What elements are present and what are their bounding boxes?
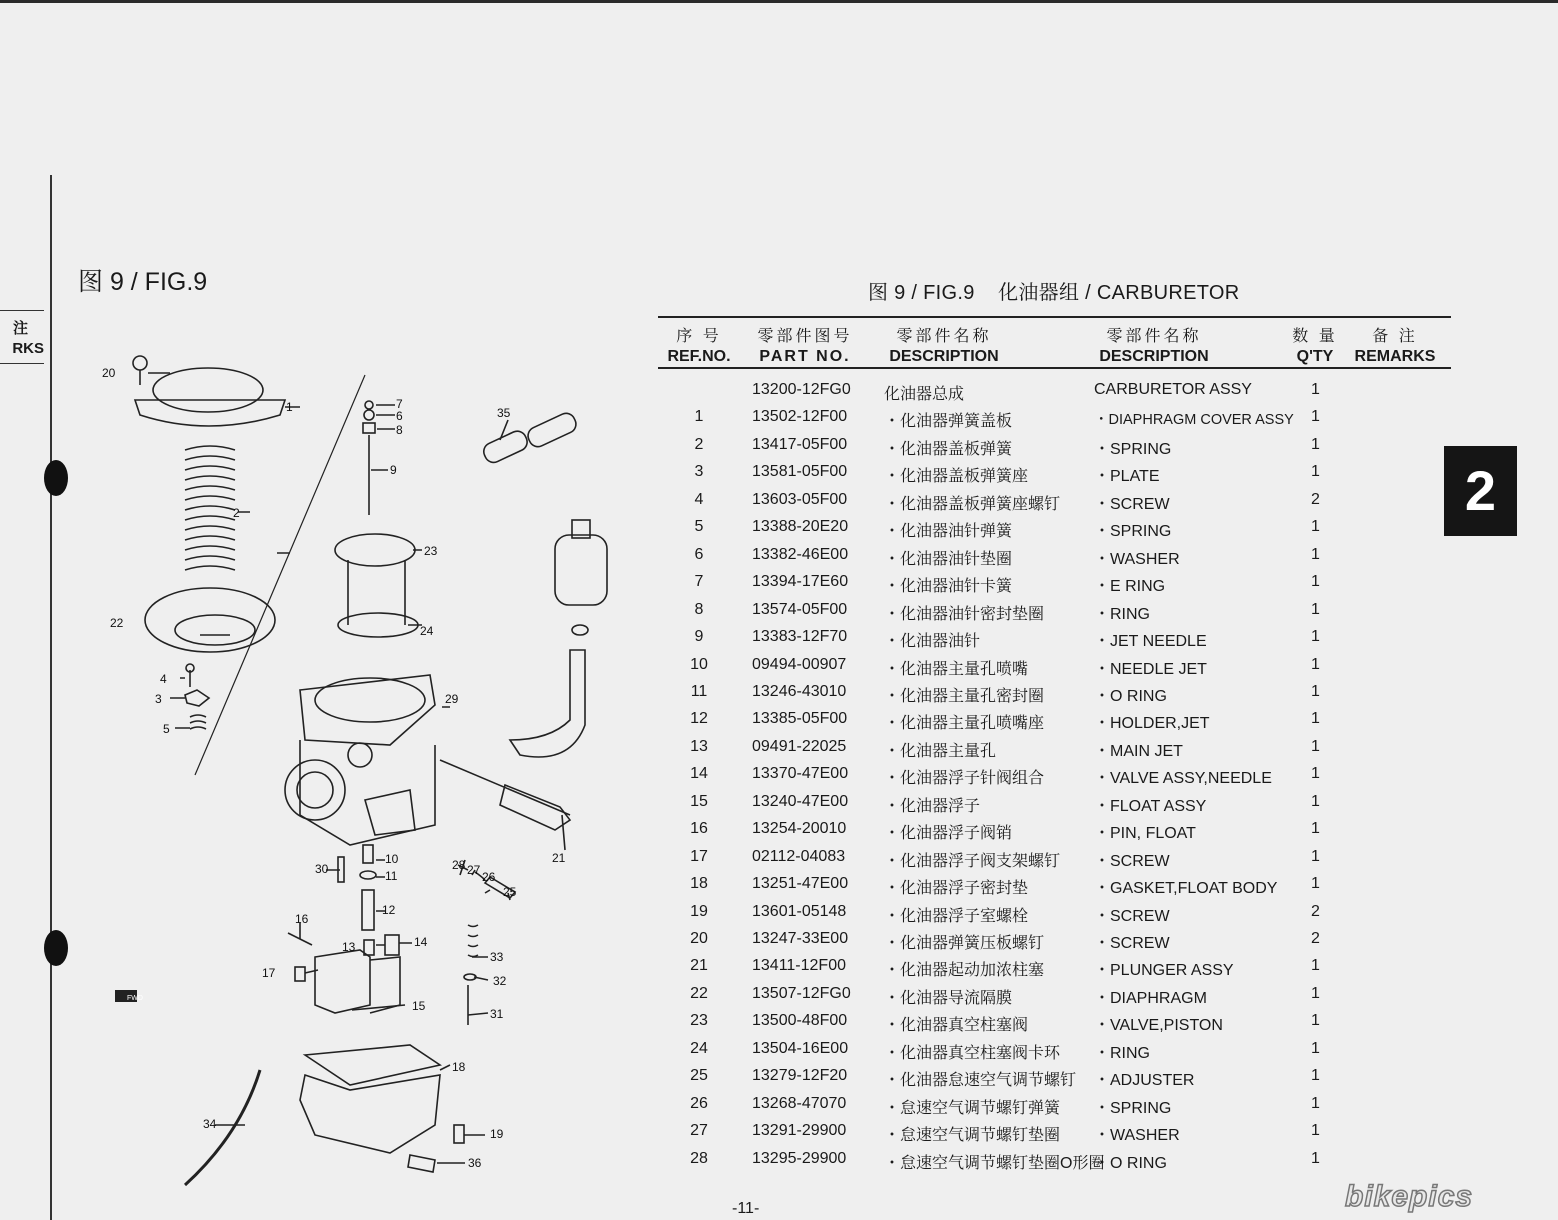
table-row — [658, 436, 1451, 463]
part-no-cell: 13291-29900 — [752, 1122, 847, 1140]
header-desc-en-cn: 零部件名称 — [1106, 328, 1202, 345]
description-en-cell: ・SCREW — [1094, 852, 1170, 870]
qty-cell: 1 — [1311, 1122, 1320, 1140]
part-no-cell: 13247-33E00 — [752, 930, 849, 947]
qty-cell: 1 — [1311, 875, 1320, 893]
description-cn-cell: ・化油器起动加浓柱塞 — [884, 962, 1045, 980]
description-cn-cell: ・化油器主量孔 — [884, 742, 997, 760]
header-part-en: PART NO. — [759, 348, 851, 365]
table-row — [658, 1122, 1451, 1149]
callout-1: 1 — [286, 400, 293, 414]
callout-13: 13 — [342, 940, 356, 954]
callout-23: 23 — [424, 544, 438, 558]
header-ref-no — [658, 323, 740, 366]
ref-cell: 19 — [690, 902, 708, 920]
table-row — [658, 1095, 1451, 1122]
part-no-cell: 13279-12F20 — [752, 1067, 848, 1085]
qty-cell: 1 — [1311, 984, 1320, 1002]
qty-cell: 1 — [1311, 1039, 1320, 1057]
callout-6: 6 — [396, 409, 403, 423]
ref-cell: 20 — [690, 930, 708, 947]
description-en-cell: ・O RING — [1094, 1154, 1167, 1172]
ref-cell: 18 — [690, 875, 708, 893]
callout-11: 11 — [385, 869, 398, 883]
part-no-cell: 02112-04083 — [752, 847, 846, 865]
description-en-cell: CARBURETOR ASSY — [1094, 381, 1252, 398]
punch-hole — [44, 930, 68, 966]
table-row — [658, 656, 1451, 683]
part-no-cell: 13200-12FG0 — [752, 381, 851, 398]
description-en-cell: ・NEEDLE JET — [1094, 660, 1207, 678]
figure-label: 图 9 / FIG.9 — [78, 268, 208, 296]
header-qty — [1290, 323, 1340, 366]
part-no-cell: 13502-12F00 — [752, 408, 848, 426]
description-en-cell: ・FLOAT ASSY — [1094, 797, 1207, 815]
qty-cell: 1 — [1311, 435, 1320, 453]
table-title: 图 9 / FIG.9 化油器组 / CARBURETOR — [868, 282, 1240, 304]
part-no-cell: 13382-46E00 — [752, 545, 849, 563]
ref-cell: 2 — [694, 435, 704, 453]
description-en-cell: ・GASKET,FLOAT BODY — [1094, 880, 1278, 898]
qty-cell: 1 — [1311, 1149, 1320, 1167]
callout-21: 21 — [552, 851, 566, 865]
qty-cell: 1 — [1311, 1067, 1320, 1085]
punch-hole — [44, 460, 68, 496]
ref-cell: 13 — [690, 737, 708, 755]
qty-cell: 1 — [1311, 737, 1320, 755]
part-no-cell: 13574-05F00 — [752, 600, 848, 618]
header-desc-cn-cn: 零部件名称 — [896, 328, 992, 345]
ref-cell: 28 — [690, 1149, 708, 1167]
description-en-cell: ・WASHER — [1094, 1127, 1180, 1145]
page-top-border — [0, 0, 1558, 3]
table-row — [658, 903, 1451, 930]
callout-5: 5 — [163, 722, 170, 736]
ref-cell: 11 — [690, 682, 708, 700]
part-no-cell: 13385-05F00 — [752, 710, 848, 728]
description-en-cell: ・SCREW — [1094, 935, 1170, 952]
description-cn-cell: ・化油器浮子室螺栓 — [884, 907, 1029, 925]
ref-cell: 17 — [690, 847, 708, 865]
part-no-cell: 13417-05F00 — [752, 435, 848, 453]
qty-cell: 1 — [1311, 1094, 1320, 1112]
callout-32: 32 — [493, 974, 507, 988]
callout-18: 18 — [452, 1060, 466, 1074]
qty-cell: 1 — [1311, 600, 1320, 618]
description-en-cell: ・RING — [1094, 605, 1151, 623]
description-cn-cell: ・化油器油针垫圈 — [884, 550, 1013, 568]
exploded-diagram — [90, 345, 630, 1205]
table-row — [658, 573, 1451, 600]
table-row — [658, 985, 1451, 1012]
callout-31: 31 — [490, 1007, 504, 1021]
part-no-cell: 13394-17E60 — [752, 573, 849, 591]
part-no-cell: 13504-16E00 — [752, 1039, 849, 1057]
description-cn-cell: ・化油器主量孔喷嘴座 — [884, 715, 1045, 733]
ref-cell: 3 — [694, 463, 704, 481]
table-row — [658, 738, 1451, 765]
section-tab: 2 — [1444, 446, 1517, 536]
table-header-rule — [658, 367, 1451, 369]
qty-cell: 1 — [1311, 1012, 1320, 1030]
qty-cell: 1 — [1311, 545, 1320, 563]
ref-cell: 26 — [690, 1094, 708, 1112]
header-part-cn: 零部件图号 — [757, 328, 853, 345]
description-cn-cell: ・怠速空气调节螺钉垫圈 — [884, 1127, 1061, 1145]
table-row — [658, 1150, 1451, 1177]
table-row — [658, 601, 1451, 628]
part-no-cell: 13581-05F00 — [752, 463, 848, 481]
callout-34: 34 — [203, 1117, 217, 1131]
header-qty-en: Q'TY — [1296, 348, 1334, 365]
header-part-no — [750, 323, 860, 366]
ref-cell: 5 — [694, 518, 704, 536]
qty-cell: 2 — [1311, 902, 1320, 920]
table-row — [658, 930, 1451, 957]
callout-3: 3 — [155, 692, 162, 706]
description-cn-cell: ・化油器弹簧压板螺钉 — [884, 935, 1045, 952]
description-en-cell: ・SPRING — [1094, 1099, 1172, 1117]
forward-arrow-label: FWD — [127, 995, 143, 1002]
table-row — [658, 463, 1451, 490]
description-en-cell: ・SCREW — [1094, 907, 1170, 925]
description-cn-cell: ・化油器导流隔膜 — [884, 989, 1013, 1007]
table-row — [658, 848, 1451, 875]
description-en-cell: ・WASHER — [1094, 550, 1180, 568]
table-row — [658, 710, 1451, 737]
callout-4: 4 — [160, 672, 167, 686]
qty-cell: 1 — [1311, 682, 1320, 700]
description-cn-cell: ・化油器盖板弹簧座 — [884, 468, 1029, 486]
description-en-cell: ・SPRING — [1094, 440, 1172, 458]
callout-9: 9 — [390, 463, 397, 477]
description-cn-cell: ・化油器油针密封垫圈 — [884, 605, 1045, 623]
qty-cell: 1 — [1311, 765, 1320, 783]
qty-cell: 1 — [1311, 820, 1320, 838]
description-en-cell: ・DIAPHRAGM COVER ASSY — [1094, 412, 1294, 429]
ref-cell: 23 — [690, 1012, 708, 1030]
header-ref-en: REF.NO. — [667, 348, 731, 365]
description-en-cell: ・PIN, FLOAT — [1094, 825, 1196, 843]
header-remarks-cn: 备 注 — [1372, 328, 1418, 345]
description-en-cell: ・SCREW — [1094, 495, 1170, 513]
ref-cell: 21 — [690, 957, 708, 975]
qty-cell: 1 — [1311, 463, 1320, 481]
callout-29: 29 — [445, 692, 459, 706]
part-no-cell: 13601-05148 — [752, 902, 847, 920]
header-qty-cn: 数 量 — [1292, 328, 1338, 345]
ref-cell: 16 — [690, 820, 708, 838]
part-no-cell: 13603-05F00 — [752, 490, 848, 508]
description-en-cell: ・E RING — [1094, 578, 1166, 596]
qty-cell: 1 — [1311, 381, 1320, 398]
table-row — [658, 628, 1451, 655]
callout-20: 20 — [102, 366, 116, 380]
description-en-cell: ・PLUNGER ASSY — [1094, 962, 1234, 980]
ref-cell: 12 — [690, 710, 708, 728]
callout-35: 35 — [497, 406, 511, 420]
ref-cell: 24 — [690, 1039, 708, 1057]
ref-cell: 8 — [694, 600, 704, 618]
description-en-cell: ・O RING — [1094, 687, 1167, 705]
callout-8: 8 — [396, 423, 403, 437]
qty-cell: 1 — [1311, 792, 1320, 810]
part-no-cell: 13411-12F00 — [752, 957, 846, 975]
table-top-rule — [658, 316, 1451, 318]
description-cn-cell: ・化油器浮子 — [884, 797, 981, 815]
ref-cell: 7 — [694, 573, 704, 591]
qty-cell: 1 — [1311, 847, 1320, 865]
table-row — [658, 765, 1451, 792]
part-no-cell: 13370-47E00 — [752, 765, 849, 783]
description-cn-cell: ・化油器真空柱塞阀卡环 — [884, 1044, 1061, 1062]
previous-page-text: 注 — [12, 320, 28, 337]
part-no-cell: 13254-20010 — [752, 820, 847, 838]
part-no-cell: 09494-00907 — [752, 655, 847, 673]
ref-cell: 25 — [690, 1067, 708, 1085]
ref-cell: 14 — [690, 765, 708, 783]
callout-33: 33 — [490, 950, 504, 964]
callout-24: 24 — [420, 624, 434, 638]
table-row — [658, 546, 1451, 573]
part-no-cell: 13383-12F70 — [752, 628, 848, 646]
qty-cell: 1 — [1311, 957, 1320, 975]
header-remarks-en: REMARKS — [1354, 348, 1436, 365]
ref-cell: 4 — [694, 490, 704, 508]
callout-36: 36 — [468, 1156, 482, 1170]
callout-28: 28 — [452, 858, 466, 872]
qty-cell: 1 — [1311, 655, 1320, 673]
description-cn-cell: ・化油器油针弹簧 — [884, 523, 1013, 541]
header-description-cn — [884, 323, 1004, 366]
description-en-cell: ・VALVE ASSY,NEEDLE — [1094, 770, 1272, 788]
description-cn-cell: ・化油器盖板弹簧 — [884, 440, 1013, 458]
table-row — [658, 1012, 1451, 1039]
callout-15: 15 — [412, 999, 426, 1013]
callout-12: 12 — [382, 903, 396, 917]
table-row — [658, 1067, 1451, 1094]
description-en-cell: ・JET NEEDLE — [1094, 633, 1207, 651]
callout-14: 14 — [414, 935, 428, 949]
callout-22: 22 — [110, 616, 124, 630]
qty-cell: 1 — [1311, 408, 1320, 426]
table-row — [658, 683, 1451, 710]
description-cn-cell: ・化油器油针 — [884, 633, 981, 651]
qty-cell: 2 — [1311, 490, 1320, 508]
header-remarks — [1350, 323, 1440, 366]
table-row — [658, 381, 1451, 408]
qty-cell: 1 — [1311, 573, 1320, 591]
table-row — [658, 875, 1451, 902]
description-cn-cell: ・化油器浮子密封垫 — [884, 880, 1029, 898]
callout-27: 27 — [467, 863, 481, 877]
callout-26: 26 — [482, 870, 496, 884]
description-en-cell: ・PLATE — [1094, 468, 1160, 486]
qty-cell: 1 — [1311, 710, 1320, 728]
ref-cell: 15 — [690, 792, 708, 810]
description-cn-cell: ・化油器主量孔喷嘴 — [884, 660, 1029, 678]
ref-cell: 22 — [690, 984, 708, 1002]
header-desc-cn-en: DESCRIPTION — [889, 348, 999, 365]
table-row — [658, 957, 1451, 984]
previous-page-edge — [0, 310, 44, 364]
callout-25: 25 — [503, 885, 517, 899]
description-en-cell: ・ADJUSTER — [1094, 1072, 1195, 1090]
ref-cell: 1 — [694, 408, 704, 426]
callout-2: 2 — [233, 506, 240, 520]
description-en-cell: ・HOLDER,JET — [1094, 715, 1210, 733]
description-en-cell: ・DIAPHRAGM — [1094, 989, 1207, 1007]
part-no-cell: 13268-47070 — [752, 1094, 847, 1112]
description-cn-cell: ・化油器浮子阀支架螺钉 — [884, 852, 1061, 870]
part-no-cell: 13500-48F00 — [752, 1012, 848, 1030]
callout-17: 17 — [262, 966, 276, 980]
description-cn-cell: ・怠速空气调节螺钉弹簧 — [884, 1099, 1061, 1117]
part-no-cell: 13507-12FG0 — [752, 984, 851, 1002]
part-no-cell: 13295-29900 — [752, 1149, 847, 1167]
description-cn-cell: 化油器总成 — [884, 386, 965, 403]
description-en-cell: ・RING — [1094, 1044, 1151, 1062]
part-no-cell: 09491-22025 — [752, 737, 847, 755]
callout-19: 19 — [490, 1127, 504, 1141]
table-row — [658, 793, 1451, 820]
description-cn-cell: ・化油器浮子针阀组合 — [884, 770, 1045, 788]
header-description-en — [1094, 323, 1214, 366]
part-no-cell: 13388-20E20 — [752, 518, 849, 536]
binding-line — [50, 175, 52, 1220]
previous-page-text: RKS — [12, 340, 44, 357]
part-no-cell: 13246-43010 — [752, 682, 847, 700]
description-en-cell: ・VALVE,PISTON — [1094, 1017, 1223, 1035]
page-number: -11- — [732, 1200, 760, 1217]
description-cn-cell: ・怠速空气调节螺钉垫圈O形圈 — [884, 1154, 1105, 1172]
qty-cell: 1 — [1311, 518, 1320, 536]
description-cn-cell: ・化油器弹簧盖板 — [884, 413, 1013, 431]
callout-30: 30 — [315, 862, 329, 876]
part-no-cell: 13240-47E00 — [752, 792, 849, 810]
description-en-cell: ・SPRING — [1094, 523, 1172, 541]
header-desc-en-en: DESCRIPTION — [1099, 348, 1209, 365]
callout-10: 10 — [385, 852, 399, 866]
description-en-cell: ・MAIN JET — [1094, 742, 1183, 760]
header-ref-cn: 序 号 — [676, 328, 722, 345]
ref-cell: 6 — [694, 545, 704, 563]
table-row — [658, 518, 1451, 545]
qty-cell: 1 — [1311, 628, 1320, 646]
callout-16: 16 — [295, 912, 309, 926]
table-row — [658, 408, 1451, 435]
description-cn-cell: ・化油器浮子阀销 — [884, 825, 1013, 843]
qty-cell: 2 — [1311, 930, 1320, 947]
ref-cell: 27 — [690, 1122, 708, 1140]
description-cn-cell: ・化油器主量孔密封圈 — [884, 687, 1045, 705]
description-cn-cell: ・化油器真空柱塞阀 — [884, 1017, 1029, 1035]
description-cn-cell: ・化油器盖板弹簧座螺钉 — [884, 495, 1061, 513]
ref-cell: 9 — [694, 628, 704, 646]
part-no-cell: 13251-47E00 — [752, 875, 849, 893]
description-cn-cell: ・化油器怠速空气调节螺钉 — [884, 1072, 1077, 1090]
table-row — [658, 491, 1451, 518]
description-cn-cell: ・化油器油针卡簧 — [884, 578, 1013, 596]
ref-cell: 10 — [690, 655, 708, 673]
table-row — [658, 1040, 1451, 1067]
callout-7: 7 — [396, 397, 403, 411]
table-row — [658, 820, 1451, 847]
watermark-logo: bikepics — [1345, 1180, 1474, 1213]
